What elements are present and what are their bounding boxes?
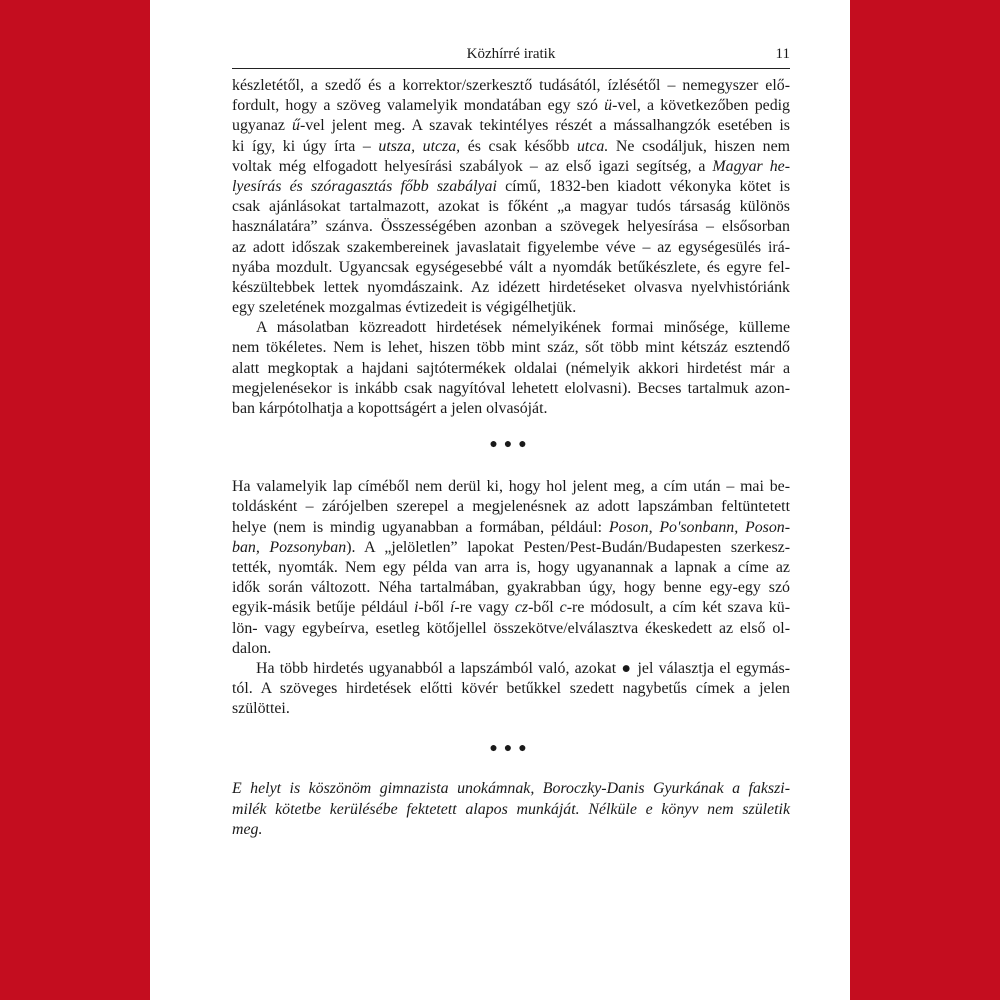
text-line: tették, nyomták. Nem egy példa van arra is, hogy ugyanannak a lapnak a címe az	[232, 558, 790, 576]
text-line: nyába mozdult. Ugyancsak egységesebbé vált a nyomdák betűkészlete, és egyre fel-	[232, 258, 790, 276]
running-title: Közhírré iratik	[466, 46, 556, 62]
text-line: egy szeletének mozgalmas évtizedeit is végigélhetjük.	[232, 299, 577, 317]
text-line: egyik-másik betűje például i-ből í-re vagy cz-ből c-re módosult, a cím két szava kü-	[232, 599, 790, 617]
text-line: milék kötetbe kerülésébe fektetett alapos munkáját. Nélküle e könyv nem születik	[232, 800, 790, 818]
italic-run: utca.	[576, 137, 609, 155]
text-line: alatt megkoptak a hajdani sajtótermékek oldalai (némelyik akkori hirdetést már a	[232, 359, 790, 377]
italic-run: ban, Pozsonyban	[232, 538, 347, 556]
italic-run: i	[414, 599, 419, 617]
text-line: toldásként – zárójelben szerepel a megjelenésnek az adott lapszámban feltüntetett	[232, 498, 790, 516]
text-line: lyesírás és szóragasztás főbb szabályai című, 1832-ben kiadott vékonyka kötet is	[232, 177, 790, 195]
italic-run: Poson, Po'sonbann, Poson-	[608, 518, 791, 536]
text-line: az adott időszak szakembereinek javaslatait figyelembe véve – az egységesülés irá-	[232, 238, 790, 256]
italic-run: c	[559, 599, 567, 617]
text-line: A másolatban közreadott hirdetések némelyikének formai minősége, külleme	[256, 319, 790, 337]
page-number: 11	[775, 46, 790, 62]
paragraph-2	[232, 318, 790, 419]
text-line: lön- vagy egybeírva, esetleg kötőjellel összekötve/elválasztva ékeskedett az első ol-	[232, 619, 790, 637]
text-line: készültebbek lettek nyomdászaink. Az idézett hirdetéseket olvasva nyelvhistóriánk	[232, 278, 790, 296]
section-separator: ●●●	[489, 437, 533, 453]
acknowledgement-paragraph	[232, 779, 790, 840]
text-line: helye (nem is mindig ugyanabban a formában, például: Poson, Po'sonbann, Poson-	[232, 518, 791, 536]
text-line: ban, Pozsonyban). A „jelöletlen” lapokat Pesten/Pest-Budán/Budapesten szerkesz-	[232, 538, 790, 556]
text-line: ki így, ki úgy írta – utsza, utcza, és csak később utca. Ne csodáljuk, hiszen nem	[232, 137, 790, 155]
text-line: fordult, hogy a szöveg valamelyik mondatában egy szó ü-vel, a következőben pedig	[232, 97, 790, 115]
paragraph-4	[232, 659, 790, 720]
italic-run: ű	[291, 117, 300, 135]
text-line: csak ajánlásokat tartalmazott, azokat is főként „a magyar tudós társaság különös	[232, 198, 790, 216]
italic-run: utsza, utcza,	[378, 137, 461, 155]
italic-run: cz	[514, 599, 529, 617]
paragraph-3	[232, 477, 790, 659]
running-header	[232, 44, 790, 69]
text-line: Ha valamelyik lap címéből nem derül ki, hogy hol jelent meg, a cím után – mai be-	[232, 478, 790, 496]
italic-run: lyesírás és szóragasztás főbb szabályai	[232, 177, 497, 195]
text-line: ugyanaz ű-vel jelent meg. A szavak tekintélyes részét a mássalhangzók esetében is	[232, 117, 790, 135]
text-line: E helyt is köszönöm gimnazista unokámnak, Boroczky-Danis Gyurkának a fakszi-	[232, 780, 790, 798]
text-line: használatára” szánva. Összességében azonban a szövegek helyesírása – elsősorban	[232, 218, 790, 236]
italic-run: ü	[604, 97, 613, 115]
page-body	[232, 76, 790, 840]
text-line: ban kárpótolhatja a kopottságért a jelen olvasóját.	[232, 400, 548, 417]
text-line: készletétől, a szedő és a korrektor/szerkesztő tudásától, ízlésétől – nemegyszer elő-	[232, 77, 790, 94]
book-page	[150, 0, 850, 1000]
text-line: tól. A szöveges hirdetések előtti kövér betűkkel szedett nagybetűs címek a jelen	[232, 680, 790, 698]
text-line: voltak még elfogadott helyesírási szabályok – az első igazi segítség, a Magyar he-	[232, 157, 790, 175]
section-separator: ●●●	[489, 741, 533, 757]
paragraph-1	[232, 76, 790, 318]
italic-run: Magyar he-	[712, 157, 790, 175]
text-line: dalon.	[232, 639, 272, 657]
text-line: meg.	[232, 820, 263, 838]
text-line: nem tökéletes. Nem is lehet, hiszen több mint száz, sőt több mint kétszáz esztendő	[232, 339, 790, 357]
text-line: Ha több hirdetés ugyanabból a lapszámból való, azokat ● jel választja el egymás-	[256, 659, 790, 677]
text-line: idők során változott. Néha tartalmában, gyakrabban úgy, hogy benne egy-egy szó	[232, 579, 790, 597]
italic-run: í	[450, 599, 455, 617]
text-line: megjelenésekor is inkább csak nagyítóval lehetett elolvasni). Becses tartalmuk azon-	[232, 379, 790, 397]
text-line: szülöttei.	[232, 700, 290, 718]
